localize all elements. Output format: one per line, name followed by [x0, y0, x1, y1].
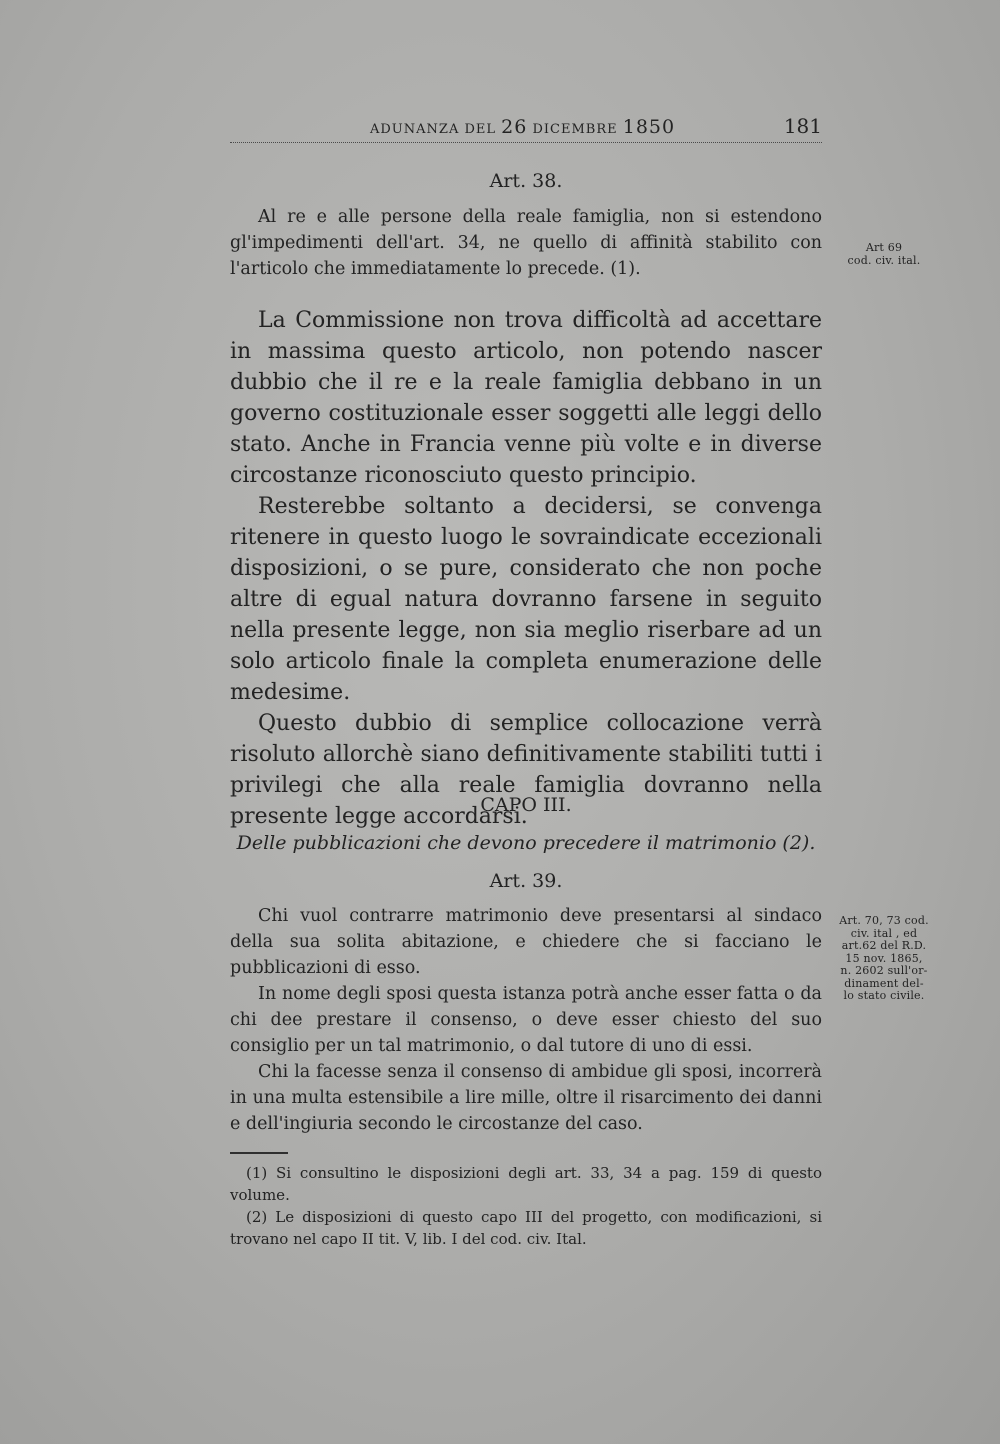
margin-note-line: dinament del- [844, 976, 924, 990]
commission-commentary [230, 305, 822, 832]
commentary-paragraph: Questo dubbio di semplice collocazione verrà risoluto allorchè siano definitivamente stabiliti tutti i privilegi che alla reale famiglia dovranno nella presente legge accordarsi. [230, 711, 822, 829]
commentary-paragraph: La Commissione non trova difficoltà ad accettare in massima questo articolo, non potendo nascer dubbio che il re e la reale famiglia debbano in un governo costituzionale esser soggetti alle leggi dello stato. Anche in Francia venne più volte e in diverse circostanze riconosciuto questo principio. [230, 308, 822, 488]
margin-note-line: 15 nov. 1865, [845, 951, 923, 965]
article-39-text [230, 903, 822, 1137]
footnote-separator [230, 1152, 288, 1154]
article-39-paragraph: Chi vuol contrarre matrimonio deve presentarsi al sindaco della sua solita abitazione, e chiedere che si facciano le pubblicazioni di esso. [230, 906, 822, 978]
margin-note-line: Art. 70, 73 cod. [839, 914, 929, 927]
margin-note-art39 [826, 915, 942, 1003]
footnotes [230, 1162, 822, 1250]
page-number: 181 [783, 114, 822, 138]
footnote: (1) Si consultino le disposizioni degli art. 33, 34 a pag. 159 di questo volume. [230, 1164, 822, 1204]
article-39-paragraph: Chi la facesse senza il consenso di ambidue gli sposi, incorrerà in una multa estensibile a lire mille, oltre il risarcimento dei danni e dell'ingiuria secondo le circostanze del caso. [230, 1062, 822, 1134]
running-head-month: DICEMBRE [527, 122, 623, 137]
margin-note-line: n. 2602 sull'or- [840, 964, 928, 977]
commentary-paragraph: Resterebbe soltanto a decidersi, se convenga ritenere in questo luogo le sovraindicate eccezionali disposizioni, o se pure, considerato che non poche altre di egual natura dovranno farsene in seguito nella presente legge, non sia meglio riserbare ad un solo articolo finale la completa enumerazione delle medesime. [230, 494, 822, 705]
running-head-day: 26 [501, 116, 528, 138]
page-header [230, 112, 822, 143]
running-head-year: 1850 [622, 116, 676, 138]
margin-note-line: lo stato civile. [843, 989, 925, 1002]
margin-note-line: cod. civ. ital. [847, 253, 921, 267]
article-39-paragraph: In nome degli sposi questa istanza potrà anche esser fatta o da chi dee prestare il consenso, o deve esser chiesto del suo consiglio per un tal matrimonio, o dal tutore di uno di essi. [230, 984, 822, 1056]
article-38-text [230, 204, 822, 282]
margin-note-line: civ. ital , ed [850, 926, 918, 940]
article-38-heading: Art. 38. [489, 170, 563, 192]
margin-note-line: art.62 del R.D. [841, 939, 927, 952]
article-38-paragraph: Al re e alle persone della reale famiglia, non si estendono gl'impedimenti dell'art. 34, ne quello di affinità stabilito con l'articolo che immediatamente lo precede. (1). [230, 207, 822, 279]
chapter-heading: CAPO III. [480, 794, 572, 816]
footnote: (2) Le disposizioni di questo capo III del progetto, con modificazioni, si trovano nel capo II tit. V, lib. I del cod. civ. Ital. [230, 1208, 822, 1248]
article-39-heading: Art. 39. [489, 870, 563, 892]
running-head-part: ADUNANZA DEL [370, 122, 502, 137]
margin-note-line: Art 69 [865, 241, 903, 254]
margin-note-art38 [834, 242, 934, 267]
running-head [370, 116, 675, 138]
chapter-subtitle: Delle pubblicazioni che devono precedere il matrimonio (2). [236, 832, 816, 854]
